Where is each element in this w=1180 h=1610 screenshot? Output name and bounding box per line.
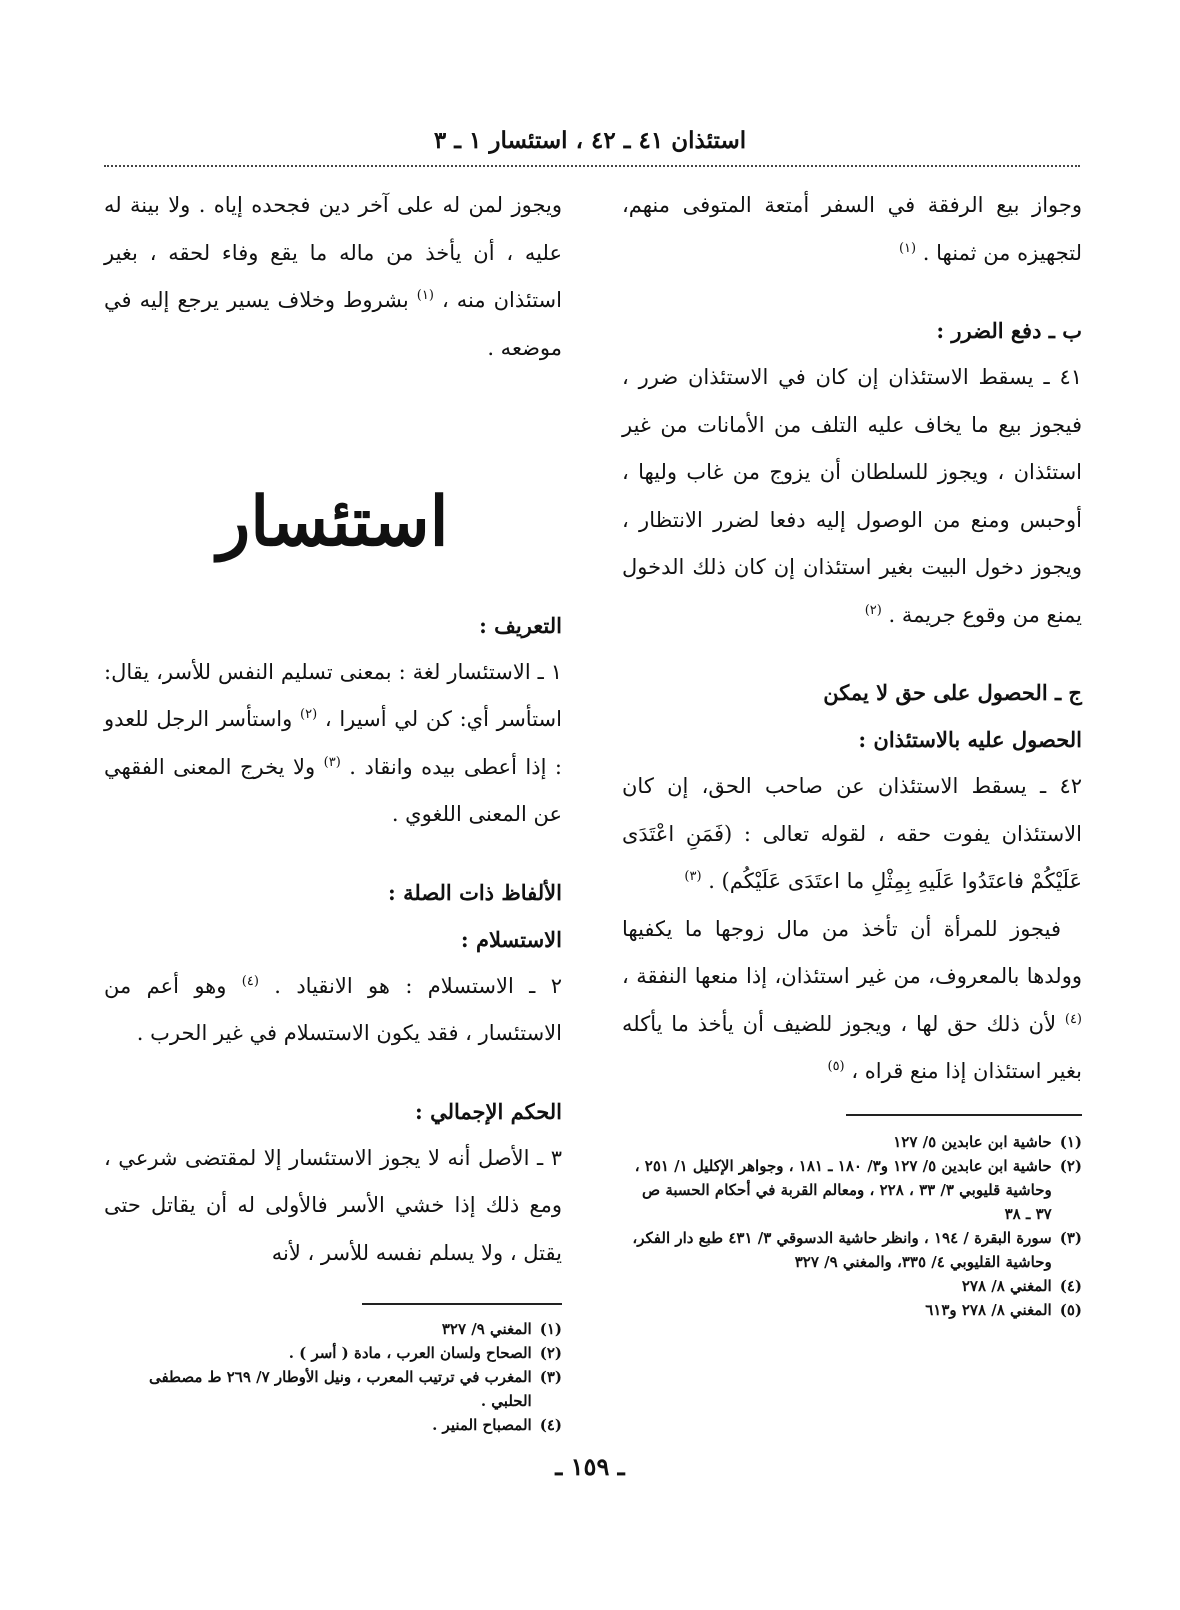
paragraph-continued: ويجوز لمن له على آخر دين فجحده إياه . ولا بينة له عليه ، أن يأخذ من ماله ما يقع وفاء لحقه ، بغير استئذان منه ، $^{(١)}$ بشروط وخلاف يسير يرجع إليه في موضعه . [104, 193, 562, 360]
heading-istislam: الاستسلام : [460, 926, 562, 952]
heading-related-terms: الألفاظ ذات الصلة : [388, 879, 562, 905]
paragraph-wife-guest: فيجوز للمرأة أن تأخذ من مال زوجها ما يكفيها وولدها بالمعروف، من غير استئذان، إذا منعها النفقة ، $^{(٤)}$ لأن ذلك حق لها ، ويجوز للضيف أن يأخذ ما يأكله بغير استئذان إذا منع قراه ، $^{(٥)}$ [622, 916, 1082, 1083]
paragraph-2: ٢ ـ الاستسلام : هو الانقياد . $^{(٤)}$ وهو أعم من الاستئسار ، فقد يكون الاستسلام في غير الحرب . [104, 973, 562, 1046]
section-heading-c-line2: الحصول عليه بالاستئذان : [858, 727, 1082, 752]
header-dotted-rule [104, 165, 1080, 167]
footnote: (١) المغني ٩/ ٣٢٧ [441, 1320, 562, 1339]
footnote-ref: (٢) [864, 602, 882, 618]
heading-ruling: الحكم الإجمالي : [415, 1098, 562, 1124]
footnotes-left [104, 1317, 562, 1437]
footnote: (٢) الصحاح ولسان العرب ، مادة ( أسر ) . [288, 1344, 562, 1363]
page-number: ـ ١٥٩ ـ [555, 1452, 625, 1481]
footnote-ref: (٤) [241, 973, 259, 989]
section-heading-b: ب ـ دفع الضرر : [936, 318, 1082, 343]
page-header: استئذان ٤١ ـ ٤٢ ، استئسار ١ ـ ٣ [433, 127, 747, 154]
paragraph-41: ٤١ ـ يسقط الاستئذان إن كان في الاستئذان ضرر ، فيجوز بيع ما يخاف عليه التلف من الأمانات من غير استئذان ، ويجوز للسلطان أن يزوج من غاب وليها ، أوحبس ومنع من الوصول إليه دفعا لضرر الانتظار ، ويجوز دخول البيت بغير استئذان إن كان ذلك الدخول يمنع من وقوع جريمة . $^{(٢)}$ [622, 365, 1082, 627]
paragraph-42: ٤٢ ـ يسقط الاستئذان عن صاحب الحق، إن كان الاستئذان يفوت حقه ، لقوله تعالى : (فَمَنِ اعْتَدَى عَلَيْكُمْ فاعتَدُوا عَلَيهِ بِمِثْلِ ما اعتَدَى عَلَيْكُم) . $^{(٣)}$ [622, 774, 1082, 893]
heading-definition: التعريف : [479, 612, 562, 638]
footnote: (٢) حاشية ابن عابدين ٥/ ١٢٧ و٣/ ١٨٠ ـ ١٨١ ، وجواهر الإكليل ١/ ٢٥١ ، وحاشية قليوبي ٣/ ٣٣ ، ٢٢٨ ، ومعالم القربة في أحكام الحسبة ص ٣٧ ـ ٣٨ [634, 1156, 1082, 1223]
footnote-ref: (٣) [323, 754, 341, 770]
footnote-ref: (٤) [1064, 1011, 1082, 1027]
footnote: (٣) المغرب في ترتيب المعرب ، ونيل الأوطار ٧/ ٢٦٩ ط مصطفى الحلبي . [148, 1368, 562, 1411]
footnote-ref: (٥) [827, 1059, 845, 1074]
footnote-ref: (١) [898, 240, 917, 256]
right-column [622, 182, 1082, 1322]
section-heading-c-line1: ج ـ الحصول على حق لا يمكن [823, 680, 1082, 705]
footnotes-right [622, 1130, 1082, 1322]
footnote: (١) حاشية ابن عابدين ٥/ ١٢٧ [893, 1132, 1082, 1151]
footnote: (٣) سورة البقرة / ١٩٤ ، وانظر حاشية الدسوقي ٣/ ٤٣١ طبع دار الفكر، وحاشية القليوبي ٤/ ٣٣٥، والمغني ٩/ ٣٢٧ [632, 1228, 1082, 1271]
footnote-separator [846, 1114, 1082, 1116]
paragraph-3: ٣ ـ الأصل أنه لا يجوز الاستئسار إلا لمقتضى شرعي ، ومع ذلك إذا خشي الأسر فالأولى له أن يقاتل حتى يقتل ، ولا يسلم نفسه للأسر ، لأنه [104, 1145, 562, 1265]
left-column [104, 182, 562, 1437]
paragraph-intro: وجواز بيع الرفقة في السفر أمتعة المتوفى منهم، لتجهيزه من ثمنها . $^{(١)}$ [622, 193, 1082, 265]
footnote: (٤) المصباح المنير . [432, 1416, 562, 1435]
footnote-ref: (٢) [300, 707, 318, 723]
footnote: (٤) المغني ٨/ ٢٧٨ [961, 1276, 1082, 1295]
footnote-ref: (٣) [684, 869, 702, 884]
footnote-separator [362, 1303, 562, 1305]
paragraph-1: ١ ـ الاستئسار لغة : بمعنى تسليم النفس للأسر، يقال: استأسر أي: كن لي أسيرا ، $^{(٢)}$ واستأسر الرجل للعدو : إذا أعطى بيده وانقاد . $^{(٣)}$ ولا يخرج المعنى الفقهي عن المعنى اللغوي . [104, 659, 562, 827]
entry-title: استئسار [217, 482, 449, 562]
footnote-ref: (١) [416, 288, 434, 303]
footnote: (٥) المغني ٨/ ٢٧٨ و٦١٣ [925, 1300, 1082, 1319]
